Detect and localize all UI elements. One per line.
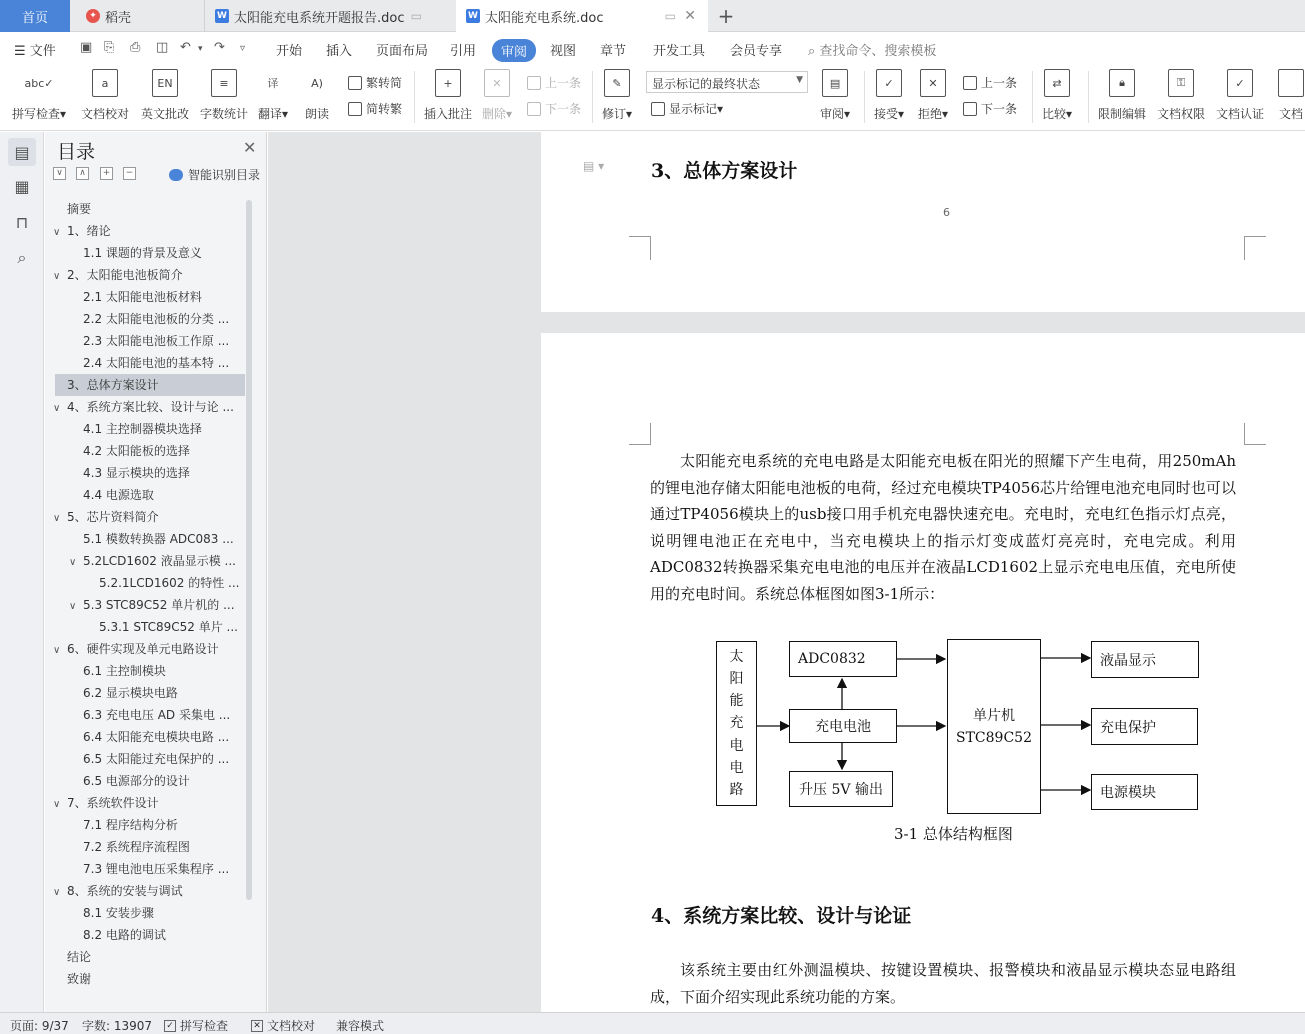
toc-item[interactable] — [55, 374, 245, 396]
chevron-down-icon[interactable]: ∨ — [69, 557, 77, 568]
toc-item[interactable] — [45, 946, 243, 968]
preview-icon[interactable]: ◫ — [156, 40, 169, 55]
compat-mode: 兼容模式 — [336, 1019, 385, 1033]
figure-caption: 3-1 总体结构框图 — [894, 825, 1013, 843]
toc-item-label: 2、太阳能电池板简介 — [67, 268, 183, 282]
english-review-label: 英文批改 — [141, 107, 190, 121]
toc-item-label: 致谢 — [67, 972, 92, 986]
chevron-down-icon: ▼ — [796, 75, 803, 85]
translate-text: 翻译 — [258, 107, 283, 121]
power-module-box: 电源模块 — [1091, 774, 1198, 810]
body-paragraph[interactable]: 太阳能充电系统的充电电路是太阳能充电板在阳光的照耀下产生电荷，用250mAh的锂电池存储太阳能电池板的电荷，经过充电模块TP4056芯片给锂电池充电同时也可以通过TP4056模块上的usb接口用手机充电器快速充电。充电时，充电红色指示灯点亮，说明锂电池正在充电中，当充电模块上的指示灯变成蓝灯亮亮时，充电完成。利用ADC0832转换器采集充电电池的电压并在液晶LCD1602上显示充电电压值，充电所使用的充电时间。系统总体框图如图3-1所示： — [650, 452, 1236, 603]
prev-revision-icon — [963, 76, 977, 90]
charge-protect-box: 充电保护 — [1091, 708, 1198, 745]
show-markup-label: 显示标记 — [669, 102, 718, 116]
accept-label: 接受▾ — [874, 107, 905, 121]
tab-doc-report[interactable] — [204, 0, 454, 32]
toc-item-label: 6.5 电源部分的设计 — [83, 774, 190, 788]
menu-view[interactable]: 视图 — [550, 44, 577, 59]
page-number: 6 — [943, 206, 950, 219]
doc-cert-label: 文档认证 — [1216, 107, 1265, 121]
trad-to-simp-label: 繁转简 — [366, 76, 403, 90]
reject-text: 拒绝 — [918, 107, 943, 121]
mcu-model-label: STC89C52 — [956, 729, 1032, 746]
undo-icon[interactable]: ↶ — [180, 40, 191, 55]
solar-box-char: 能 — [729, 693, 744, 710]
chevron-down-icon[interactable]: ∨ — [53, 227, 61, 238]
solar-box-char: 太 — [729, 648, 744, 665]
review-pane-text: 审阅 — [820, 107, 845, 121]
simp-to-trad-button[interactable] — [348, 100, 402, 117]
smart-toc-label: 智能识别目录 — [188, 168, 261, 182]
word-doc-icon: W — [466, 9, 480, 23]
chevron-down-icon[interactable]: ∨ — [53, 403, 61, 414]
toc-item[interactable] — [45, 528, 243, 550]
doc-proof-label: 文档校对 — [81, 107, 130, 121]
menu-insert[interactable]: 插入 — [326, 44, 353, 59]
close-icon[interactable]: ✕ — [684, 8, 696, 24]
accept-button[interactable] — [874, 69, 904, 122]
spell-check-label: 拼写检查▾ — [12, 107, 67, 121]
toc-item-label: 7.3 锂电池电压采集程序 ... — [83, 862, 230, 876]
insert-comment-label: 插入批注 — [424, 107, 473, 121]
doc-proof-button[interactable] — [81, 69, 129, 122]
toc-item[interactable] — [45, 198, 243, 220]
toc-item[interactable] — [45, 550, 243, 572]
insert-comment-button[interactable] — [424, 69, 472, 122]
show-markup-button[interactable]: 显示标记 ▾ — [651, 100, 723, 117]
ribbon-divider — [414, 71, 415, 123]
trad-to-simp-icon — [348, 76, 362, 90]
toc-item[interactable] — [45, 682, 243, 704]
tab-home-label: 首页 — [21, 10, 48, 26]
toc-item-label: 2.1 太阳能电池板材料 — [83, 290, 202, 304]
toc-item[interactable] — [45, 836, 243, 858]
chevron-down-icon[interactable]: ∨ — [53, 271, 61, 282]
chevron-down-icon[interactable]: ∨ — [53, 799, 61, 810]
toc-item[interactable] — [45, 418, 243, 440]
document-canvas — [268, 132, 1305, 1012]
status-spell-check[interactable] — [164, 1017, 228, 1034]
simp-to-trad-label: 简转繁 — [366, 102, 403, 116]
toc-item[interactable] — [45, 330, 243, 352]
next-comment-button[interactable] — [527, 100, 581, 117]
toc-item-label: 4.3 显示模块的选择 — [83, 466, 190, 480]
toc-item[interactable] — [45, 770, 243, 792]
page-options-icon[interactable]: ▤ ▾ — [583, 159, 605, 173]
english-review-button[interactable] — [141, 69, 189, 122]
daoke-icon: ✦ — [86, 9, 100, 23]
monitor-icon[interactable]: ▭ — [664, 9, 676, 23]
document-page — [541, 132, 1305, 312]
toc-panel — [45, 132, 267, 1012]
tab-doc-active[interactable] — [456, 0, 708, 32]
menu-member[interactable]: 会员专享 — [730, 44, 783, 59]
menu-page-layout[interactable]: 页面布局 — [376, 44, 429, 59]
toc-item-label: 7.2 系统程序流程图 — [83, 840, 190, 854]
solar-box-char: 充 — [729, 715, 744, 732]
toc-item-label: 3、总体方案设计 — [67, 378, 159, 392]
toc-item-label: 5.2LCD1602 液晶显示模 ... — [83, 554, 237, 568]
toc-item[interactable] — [45, 638, 243, 660]
accept-icon: ✓ — [876, 69, 902, 97]
toc-title: 目录 — [57, 141, 96, 163]
crop-mark — [629, 236, 651, 260]
toc-item-label: 1、绪论 — [67, 224, 111, 238]
save-icon[interactable]: ▣ — [80, 40, 93, 55]
translate-icon: 译 — [267, 77, 279, 90]
toc-item[interactable] — [45, 484, 243, 506]
toc-item-label: 5.3 STC89C52 单片机的 ... — [83, 598, 235, 612]
toc-item-label: 6.5 太阳能过充电保护的 ... — [83, 752, 230, 766]
delete-comment-button[interactable] — [482, 69, 512, 122]
menu-review[interactable]: 审阅 — [492, 39, 536, 62]
toc-item-label: 6.4 太阳能充电模块电路 ... — [83, 730, 230, 744]
ribbon-divider — [864, 71, 865, 123]
comment-delete-icon: ✕ — [484, 69, 510, 97]
mcu-box — [947, 639, 1041, 814]
toc-item-label: 6.2 显示模块电路 — [83, 686, 178, 700]
prev-comment-icon — [527, 76, 541, 90]
customize-icon[interactable]: ▿ — [240, 43, 246, 54]
tab-bar — [0, 0, 1305, 32]
toc-item-label: 8.2 电路的调试 — [83, 928, 166, 942]
chevron-down-icon[interactable]: ▾ — [198, 44, 203, 54]
review-pane-label: 审阅▾ — [820, 107, 851, 121]
collapse-all-icon[interactable]: ∨ — [53, 167, 66, 180]
shield-icon: ✓ — [1227, 69, 1253, 97]
mcu-label: 单片机 — [973, 707, 1015, 724]
smart-toc-button[interactable] — [169, 166, 260, 183]
prev-revision-label: 上一条 — [981, 76, 1018, 90]
translate-label: 翻译▾ — [258, 107, 289, 121]
ribbon-divider — [592, 71, 593, 123]
word-count-icon: ≡ — [211, 69, 237, 97]
doc-cert-button[interactable] — [1216, 69, 1264, 122]
toc-item[interactable] — [45, 792, 243, 814]
add-heading-icon[interactable]: + — [100, 167, 113, 180]
doc-proof-icon: a — [92, 69, 118, 97]
toc-item-label: 摘要 — [67, 202, 92, 216]
menu-start[interactable]: 开始 — [276, 44, 303, 59]
close-icon[interactable]: ✕ — [243, 138, 257, 157]
prev-comment-label: 上一条 — [545, 76, 582, 90]
translate-button[interactable] — [258, 69, 288, 122]
toc-item[interactable] — [45, 264, 243, 286]
lock-icon: 🔒︎ — [1109, 69, 1135, 97]
chevron-down-icon[interactable]: ∨ — [53, 513, 61, 524]
toc-item[interactable] — [45, 660, 243, 682]
track-changes-icon: ✎ — [604, 69, 630, 97]
command-search[interactable] — [808, 40, 936, 59]
toc-item-label: 结论 — [67, 950, 92, 964]
doc-rights-button[interactable] — [1157, 69, 1205, 122]
spell-check-text: 拼写检查 — [12, 107, 61, 121]
simp-to-trad-icon — [348, 102, 362, 116]
toc-item[interactable] — [45, 352, 243, 374]
prev-revision-button[interactable] — [963, 74, 1017, 91]
compare-label: 比较▾ — [1042, 107, 1073, 121]
toc-item-label: 4.1 主控制器模块选择 — [83, 422, 202, 436]
bookmark-icon[interactable]: ⊓ — [15, 212, 29, 232]
checkbox-icon: ✓ — [164, 1020, 176, 1032]
toc-item[interactable] — [45, 902, 243, 924]
toc-scrollbar[interactable] — [246, 200, 252, 900]
spell-check-button[interactable] — [12, 69, 66, 122]
proof-icon: ✕ — [251, 1020, 263, 1032]
solar-box-char: 路 — [729, 782, 744, 798]
markup-state-select[interactable] — [646, 71, 808, 93]
reject-button[interactable] — [918, 69, 948, 122]
menu-developer[interactable]: 开发工具 — [653, 44, 706, 59]
toc-item-label: 2.4 太阳能电池的基本特 ... — [83, 356, 230, 370]
toc-item[interactable] — [45, 924, 243, 946]
chapter-nav-icon[interactable]: ▦ — [14, 176, 30, 196]
toc-item-label: 4.2 太阳能板的选择 — [83, 444, 190, 458]
export-icon[interactable]: ⎘ — [104, 40, 115, 55]
toc-item[interactable] — [45, 726, 243, 748]
show-markup-icon — [651, 102, 665, 116]
toc-item-label: 5.3.1 STC89C52 单片 ... — [99, 620, 238, 634]
print-icon[interactable]: ⎙ — [130, 40, 141, 55]
doc-more-icon — [1278, 69, 1304, 97]
toc-item-label: 5.1 模数转换器 ADC083 ... — [83, 532, 234, 546]
toc-item[interactable] — [45, 506, 243, 528]
search-icon[interactable]: ⌕ — [17, 248, 27, 267]
menu-references[interactable]: 引用 — [450, 44, 477, 59]
page-indicator[interactable]: 页面: 9/37 — [10, 1019, 69, 1033]
toc-item[interactable] — [45, 440, 243, 462]
trad-to-simp-button[interactable] — [348, 74, 402, 91]
ribbon-divider — [1088, 71, 1089, 123]
toc-item-label: 7.1 程序结构分析 — [83, 818, 178, 832]
reject-icon: ✕ — [920, 69, 946, 97]
adc0832-box: ADC0832 — [789, 641, 897, 677]
file-menu[interactable]: ☰ 文件 — [14, 44, 56, 59]
spell-check-icon: abc✓ — [24, 76, 54, 90]
toc-item[interactable] — [45, 594, 243, 616]
review-ribbon — [0, 65, 1305, 131]
toc-item[interactable] — [45, 572, 243, 594]
toc-item[interactable] — [45, 220, 243, 242]
crop-mark — [1244, 423, 1266, 445]
review-pane-button[interactable] — [820, 69, 850, 122]
english-review-icon: EN — [152, 69, 178, 97]
next-comment-label: 下一条 — [545, 102, 582, 116]
toc-item-label: 5.2.1LCD1602 的特性 ... — [99, 576, 240, 590]
status-spell-label: 拼写检查 — [180, 1019, 229, 1033]
word-count-indicator[interactable]: 字数: 13907 — [82, 1019, 153, 1033]
status-proof-label: 文档校对 — [267, 1019, 316, 1033]
toc-item-label: 2.2 太阳能电池板的分类 ... — [83, 312, 230, 326]
robot-icon — [169, 169, 183, 181]
toc-item-label: 6、硬件实现及单元电路设计 — [67, 642, 219, 656]
chevron-down-icon[interactable]: ∨ — [53, 645, 61, 656]
body-paragraph[interactable]: 该系统主要由红外测温模块、按键设置模块、报警模块和液晶显示模块态显电路组成，下面介绍实现此系统功能的方案。 — [650, 961, 1236, 1006]
expand-up-icon[interactable]: ∧ — [76, 167, 89, 180]
file-menu-label: 文件 — [29, 44, 56, 59]
next-revision-button[interactable] — [963, 100, 1017, 117]
toc-item[interactable] — [45, 814, 243, 836]
word-doc-icon: W — [215, 9, 229, 23]
toc-item[interactable] — [45, 616, 243, 638]
prev-comment-button[interactable] — [527, 74, 581, 91]
toc-item[interactable] — [45, 968, 243, 990]
toc-item[interactable] — [45, 858, 243, 880]
comment-add-icon: + — [435, 69, 461, 97]
monitor-icon[interactable]: ▭ — [410, 9, 422, 23]
status-doc-proof[interactable] — [251, 1017, 315, 1034]
tab-home[interactable] — [0, 0, 70, 32]
track-changes-button[interactable] — [602, 69, 632, 122]
toc-item-label: 4.4 电源选取 — [83, 488, 154, 502]
toc-item-label: 6.1 主控制模块 — [83, 664, 166, 678]
toc-item-label: 5、芯片资料简介 — [67, 510, 159, 524]
restrict-edit-button[interactable] — [1098, 69, 1146, 122]
next-comment-icon — [527, 102, 541, 116]
toc-item[interactable] — [45, 308, 243, 330]
lcd-display-box: 液晶显示 — [1091, 641, 1199, 678]
menu-chapter[interactable]: 章节 — [600, 44, 627, 59]
next-revision-label: 下一条 — [981, 102, 1018, 116]
toc-item[interactable] — [45, 396, 243, 418]
heading-section-4: 4、系统方案比较、设计与论证 — [651, 905, 912, 927]
solar-box-char: 阳 — [729, 670, 744, 687]
navigation-strip — [0, 132, 44, 1012]
heading-section-3: 3、总体方案设计 — [651, 160, 798, 182]
toc-item[interactable] — [45, 462, 243, 484]
compare-button[interactable] — [1042, 69, 1072, 122]
next-revision-icon — [963, 102, 977, 116]
new-tab-button[interactable]: + — [717, 4, 735, 28]
toc-item-label: 6.3 充电电压 AD 采集电 ... — [83, 708, 231, 722]
toc-item[interactable] — [45, 704, 243, 726]
tab-daoke-label: 稻壳 — [105, 10, 132, 26]
command-search-label: 查找命令、搜索模板 — [819, 44, 937, 59]
toc-item-label: 8、系统的安装与调试 — [67, 884, 183, 898]
restrict-edit-label: 限制编辑 — [1098, 107, 1147, 121]
toc-item-label: 1.1 课题的背景及意义 — [83, 246, 202, 260]
document-page — [541, 333, 1305, 1012]
remove-heading-icon[interactable]: − — [123, 167, 136, 180]
reject-label: 拒绝▾ — [918, 107, 949, 121]
toc-item[interactable] — [45, 286, 243, 308]
read-aloud-button[interactable] — [304, 69, 330, 122]
tab-doc-report-label: 太阳能充电系统开题报告.doc — [234, 10, 405, 26]
status-bar — [0, 1012, 1305, 1034]
chevron-down-icon[interactable]: ∨ — [53, 887, 61, 898]
chevron-down-icon[interactable]: ∨ — [69, 601, 77, 612]
solar-charging-circuit-box — [716, 641, 757, 806]
track-changes-label: 修订▾ — [602, 107, 633, 121]
ribbon-divider — [1032, 71, 1033, 123]
doc-more-label: 文档 — [1278, 107, 1303, 121]
crop-mark — [629, 423, 651, 445]
doc-more-button[interactable] — [1278, 69, 1304, 122]
toc-item[interactable] — [45, 748, 243, 770]
toc-item-label: 8.1 安装步骤 — [83, 906, 154, 920]
toc-item-label: 4、系统方案比较、设计与论 ... — [67, 400, 234, 414]
compare-text: 比较 — [1042, 107, 1067, 121]
crop-mark — [1244, 236, 1266, 260]
delete-comment-text: 删除 — [482, 107, 507, 121]
search-icon: ⌕ — [808, 44, 816, 59]
delete-comment-label: 删除▾ — [482, 107, 513, 121]
doc-rights-label: 文档权限 — [1157, 107, 1206, 121]
redo-icon[interactable]: ↷ — [214, 40, 225, 55]
doc-rights-icon: ⚿ — [1168, 69, 1194, 97]
boost-output-box: 升压 5V 输出 — [789, 771, 893, 807]
markup-state-value: 显示标记的最终状态 — [652, 77, 761, 91]
read-aloud-label: 朗读 — [304, 107, 329, 121]
accept-text: 接受 — [874, 107, 899, 121]
battery-box: 充电电池 — [789, 709, 897, 743]
track-changes-text: 修订 — [602, 107, 627, 121]
toc-item[interactable] — [45, 880, 243, 902]
review-pane-icon: ▤ — [822, 69, 848, 97]
tab-doc-active-label: 太阳能充电系统.doc — [485, 10, 604, 26]
toc-item-label: 7、系统软件设计 — [67, 796, 159, 810]
outline-icon[interactable]: ▤ — [8, 138, 36, 166]
solar-box-char: 电 — [729, 759, 744, 776]
toc-item[interactable] — [45, 242, 243, 264]
speaker-icon: A) — [311, 76, 323, 90]
toc-item-label: 2.3 太阳能电池板工作原 ... — [83, 334, 230, 348]
compare-icon: ⇄ — [1044, 69, 1070, 97]
word-count-button[interactable] — [200, 69, 248, 122]
solar-box-char: 电 — [729, 737, 744, 754]
tab-daoke[interactable] — [76, 0, 200, 32]
menu-bar — [0, 33, 1305, 65]
word-count-label: 字数统计 — [200, 107, 249, 121]
